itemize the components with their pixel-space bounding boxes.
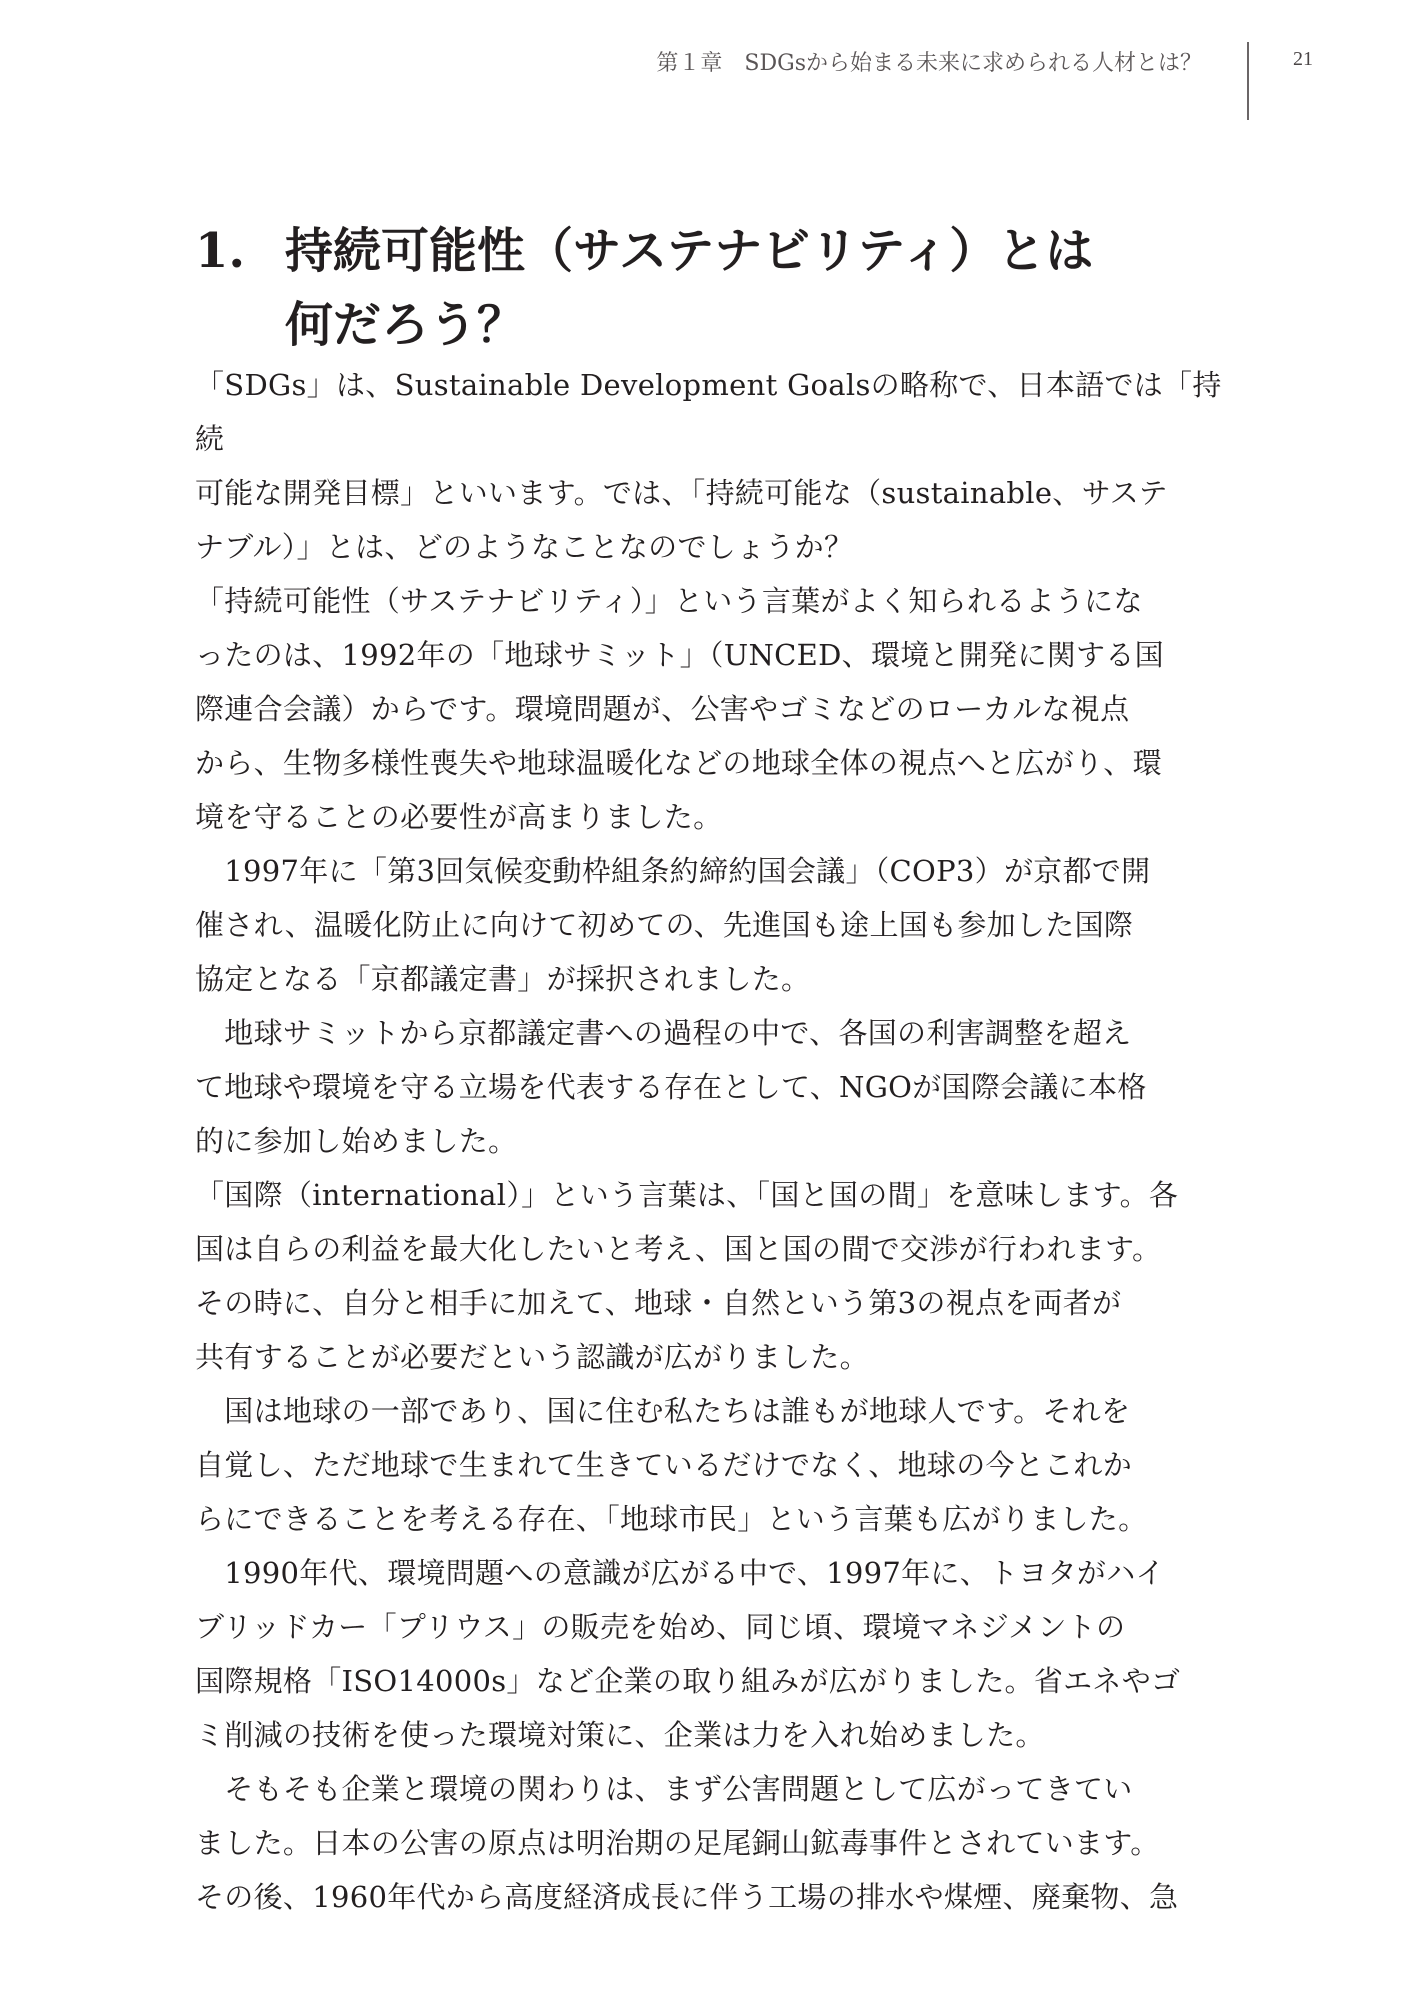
paragraph: 地球サミットから京都議定書への過程の中で、各国の利害調整を超え て地球や環境を守る立場を代表する存在として、NGOが国際会議に本格 的に参加し始めました。	[195, 1016, 1147, 1158]
running-head-divider	[1247, 42, 1249, 120]
section-title: 持続可能性（サステナビリティ）とは 何だろう？	[285, 223, 1094, 354]
paragraph: 1990年代、環境問題への意識が広がる中で、1997年に、トヨタがハイ ブリッドカー「プリウス」の販売を始め、同じ頃、環境マネジメントの 国際規格「ISO14000s」など企業の取り組みが広がりました。省エネやゴ ミ削減の技術を使った環境対策に、企業は力を入れ始めました。	[195, 1556, 1181, 1752]
running-head-title: 第１章 SDGsから始まる未来に求められる人材とは？	[656, 51, 1202, 76]
paragraph: 「SDGs」は、Sustainable Development Goalsの略称で、日本語では「持続 可能な開発目標」といいます。では、「持続可能な（sustainable、サステ ナブル）」とは、どのようなことなのでしょうか？	[195, 368, 1222, 564]
paragraph: 国は地球の一部であり、国に住む私たちは誰もが地球人です。それを 自覚し、ただ地球で生まれて生きているだけでなく、地球の今とこれか らにできることを考える存在、「地球市民」という言葉も広がりました。	[195, 1394, 1148, 1536]
paragraph: 「国際（international）」という言葉は、「国と国の間」を意味します。各 国は自らの利益を最大化したいと考え、国と国の間で交渉が行われます。 その時に、自分と相手に加えて、地球・自然という第3の視点を両者が 共有することが必要だという認識が広がりました。	[195, 1178, 1179, 1374]
running-head	[656, 42, 1313, 122]
page-number: 21	[1293, 48, 1313, 70]
section-number: 1.	[195, 223, 246, 280]
body-text	[195, 358, 1235, 1924]
paragraph: 1997年に「第3回気候変動枠組条約締約国会議」（COP3）が京都で開 催され、温暖化防止に向けて初めての、先進国も途上国も参加した国際 協定となる「京都議定書」が採択されました。	[195, 854, 1151, 996]
paragraph: 「持続可能性（サステナビリティ）」という言葉がよく知られるようにな ったのは、1992年の「地球サミット」（UNCED、環境と開発に関する国 際連合会議）からです。環境問題が、公害やゴミなどのローカルな視点 から、生物多様性喪失や地球温暖化などの地球全体の視点へと広がり、環 境を守ることの必要性が高まりました。	[195, 584, 1164, 834]
section-heading	[195, 214, 1205, 362]
paragraph: そもそも企業と環境の関わりは、まず公害問題として広がってきてい ました。日本の公害の原点は明治期の足尾銅山鉱毒事件とされています。 その後、1960年代から高度経済成長に伴う工場の排水や煤煙、廃棄物、急	[195, 1772, 1179, 1914]
